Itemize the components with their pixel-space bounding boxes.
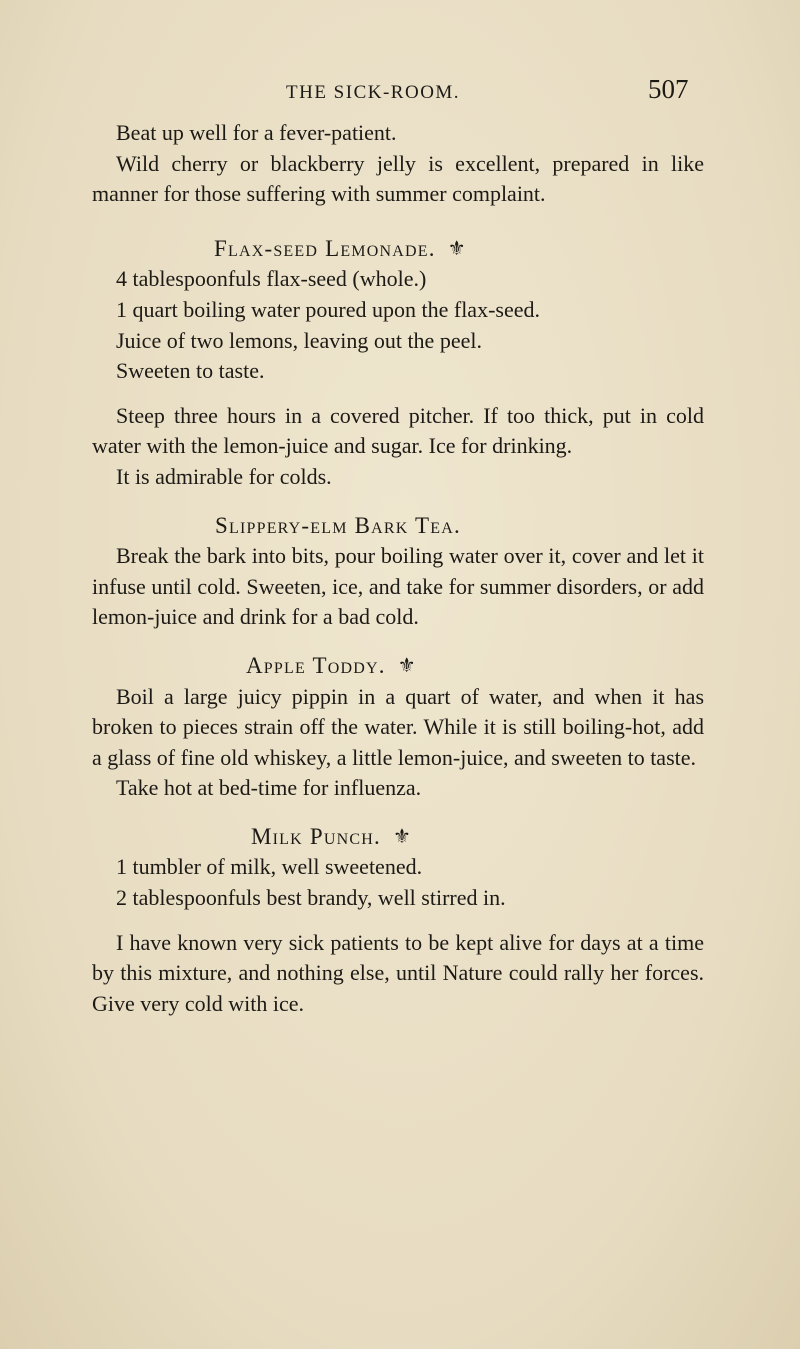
running-title: THE SICK-ROOM.: [286, 82, 461, 103]
recipe-title-text: Apple Toddy.: [246, 652, 386, 678]
fleuron-icon: ⚜: [392, 825, 413, 848]
ingredient-line: Sweeten to taste.: [116, 358, 265, 384]
spacer: [92, 914, 704, 928]
page-body: [92, 118, 704, 1019]
method-paragraph: Break the bark into bits, pour boiling water over it, cover and let it infuse until cold. Sweeten, ice, and take for summer disorders, or add lemon-juice and drink for a bad cold.: [92, 543, 704, 630]
spacer: [92, 387, 704, 401]
recipe-title-milk-punch: [92, 822, 704, 853]
intro-paragraph: Wild cherry or blackberry jelly is excellent, prepared in like manner for those suffering with summer complaint.: [92, 150, 704, 207]
method-paragraph: Boil a large juicy pippin in a quart of water, and when it has broken to pieces strain off the water. While it is still boiling-hot, add a glass of fine old whiskey, a little lemon-juice, and sweeten to taste.: [92, 683, 704, 770]
ingredient-line: 4 tablespoonfuls flax-seed (whole.): [116, 266, 427, 292]
running-head: [0, 74, 800, 114]
ingredient-line: 1 tumbler of milk, well sweetened.: [116, 854, 423, 880]
recipe-title-text: Milk Punch.: [251, 823, 381, 849]
recipe-title-text: Flax-seed Lemonade.: [214, 235, 436, 261]
recipe-title-flax-seed-lemonade: [92, 234, 704, 265]
recipe-title-apple-toddy: [92, 651, 704, 682]
ingredient-line: 2 tablespoonfuls best brandy, well stirred in.: [116, 885, 506, 911]
recipe-title-slippery-elm-bark-tea: Slippery-elm Bark Tea.: [215, 512, 461, 538]
recipe-note: Take hot at bed-time for influenza.: [116, 775, 422, 801]
method-paragraph: Steep three hours in a covered pitcher. If too thick, put in cold water with the lemon-juice and sugar. Ice for drinking.: [92, 402, 704, 459]
intro-line: Beat up well for a fever-patient.: [116, 120, 397, 145]
method-paragraph: I have known very sick patients to be kept alive for days at a time by this mixture, and nothing else, until Nature could rally her forces. Give very cold with ice.: [92, 929, 704, 1016]
fleuron-icon: ⚜: [397, 654, 417, 677]
fleuron-icon: ⚜: [447, 237, 467, 260]
ingredient-line: 1 quart boiling water poured upon the flax-seed.: [116, 296, 540, 322]
page-number: 507: [648, 74, 689, 104]
recipe-note: It is admirable for colds.: [116, 463, 332, 489]
ingredient-line: Juice of two lemons, leaving out the peel.: [116, 327, 482, 353]
